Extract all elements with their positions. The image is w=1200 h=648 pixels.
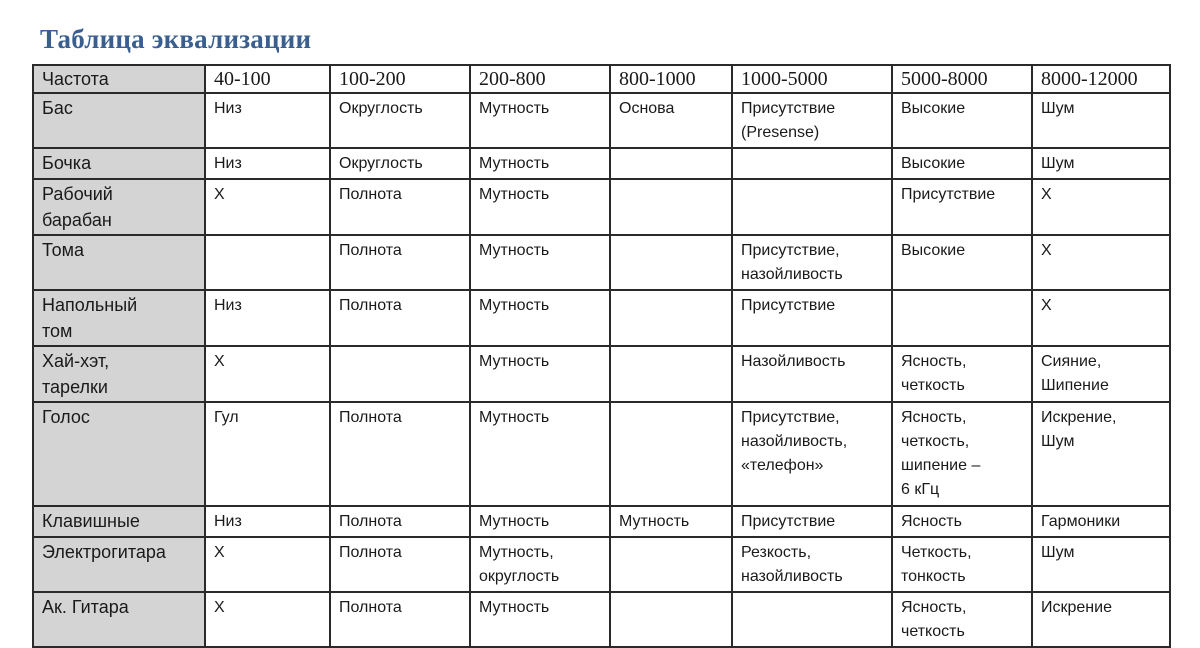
table-cell: Мутность [470,402,610,506]
table-cell: Х [1032,290,1170,346]
table-cell: Мутность [470,235,610,290]
table-row [33,537,1170,592]
table-cell: Полнота [330,506,470,537]
instrument-cell: Хай-хэт, тарелки [33,346,205,402]
instrument-cell: Рабочий барабан [33,179,205,235]
table-cell: Ясность, четкость [892,592,1032,647]
instrument-cell: Напольный том [33,290,205,346]
instrument-cell: Клавишные [33,506,205,537]
table-cell: Ясность, четкость, шипение – 6 кГц [892,402,1032,506]
table-cell: Присутствие (Presense) [732,93,892,148]
table-cell: Округлость [330,148,470,179]
table-cell: Полнота [330,537,470,592]
header-cell: 5000-8000 [892,65,1032,93]
table-cell: Четкость, тонкость [892,537,1032,592]
table-row [33,290,1170,346]
table-row [33,592,1170,647]
table-cell [610,148,732,179]
table-cell: Присутствие, назойливость, «телефон» [732,402,892,506]
table-cell: Мутность, округлость [470,537,610,592]
table-cell: Присутствие [732,290,892,346]
table-cell: Гул [205,402,330,506]
header-cell: 200-800 [470,65,610,93]
table-cell: Полнота [330,402,470,506]
table-cell: Полнота [330,592,470,647]
table-cell: Искрение [1032,592,1170,647]
table-cell [205,235,330,290]
page-title: Таблица эквализации [40,24,312,54]
header-cell: 1000-5000 [732,65,892,93]
table-cell: Основа [610,93,732,148]
table-header-row [33,65,1170,93]
table-cell: Резкость, назойливость [732,537,892,592]
table-cell [610,179,732,235]
table-cell [610,235,732,290]
table-cell: Х [1032,179,1170,235]
table-cell [732,592,892,647]
table-cell: Х [1032,235,1170,290]
table-row [33,346,1170,402]
table-cell: Сияние, Шипение [1032,346,1170,402]
instrument-cell: Электрогитара [33,537,205,592]
table-cell: Шум [1032,93,1170,148]
header-cell: Частота [33,65,205,93]
table-cell: Полнота [330,290,470,346]
table-cell: Шум [1032,537,1170,592]
table-cell: Мутность [470,290,610,346]
table-cell: Мутность [610,506,732,537]
table-cell: Присутствие, назойливость [732,235,892,290]
table-cell: Низ [205,290,330,346]
table-cell: Ясность, четкость [892,346,1032,402]
table-cell: Округлость [330,93,470,148]
table-cell: Мутность [470,148,610,179]
table-cell [610,346,732,402]
table-cell: Х [205,346,330,402]
table-cell [610,402,732,506]
header-cell: 8000-12000 [1032,65,1170,93]
instrument-cell: Бас [33,93,205,148]
table-cell [330,346,470,402]
table-cell [892,290,1032,346]
table-cell: Ясность [892,506,1032,537]
instrument-cell: Ак. Гитара [33,592,205,647]
table-cell: Х [205,537,330,592]
eq-table [32,64,1171,648]
table-cell: Мутность [470,346,610,402]
header-cell: 40-100 [205,65,330,93]
table-cell: Мутность [470,592,610,647]
table-cell: Гармоники [1032,506,1170,537]
table-cell [732,148,892,179]
table-cell: Высокие [892,148,1032,179]
instrument-cell: Голос [33,402,205,506]
table-cell: Высокие [892,93,1032,148]
table-row [33,93,1170,148]
header-cell: 100-200 [330,65,470,93]
table-row [33,179,1170,235]
table-cell: Мутность [470,506,610,537]
table-cell: Х [205,179,330,235]
table-cell: Полнота [330,179,470,235]
table-cell: Х [205,592,330,647]
table-cell: Мутность [470,93,610,148]
table-cell [610,592,732,647]
table-row [33,235,1170,290]
table-cell [732,179,892,235]
table-cell: Назойливость [732,346,892,402]
table-cell [610,537,732,592]
table-cell: Искрение, Шум [1032,402,1170,506]
table-cell: Присутствие [732,506,892,537]
table-cell: Низ [205,506,330,537]
table-row [33,148,1170,179]
table-row [33,506,1170,537]
table-cell: Полнота [330,235,470,290]
table-cell: Мутность [470,179,610,235]
table-row [33,402,1170,506]
instrument-cell: Бочка [33,148,205,179]
instrument-cell: Тома [33,235,205,290]
header-cell: 800-1000 [610,65,732,93]
table-cell: Высокие [892,235,1032,290]
table-cell: Низ [205,148,330,179]
table-cell [610,290,732,346]
table-cell: Шум [1032,148,1170,179]
table-cell: Присутствие [892,179,1032,235]
table-cell: Низ [205,93,330,148]
